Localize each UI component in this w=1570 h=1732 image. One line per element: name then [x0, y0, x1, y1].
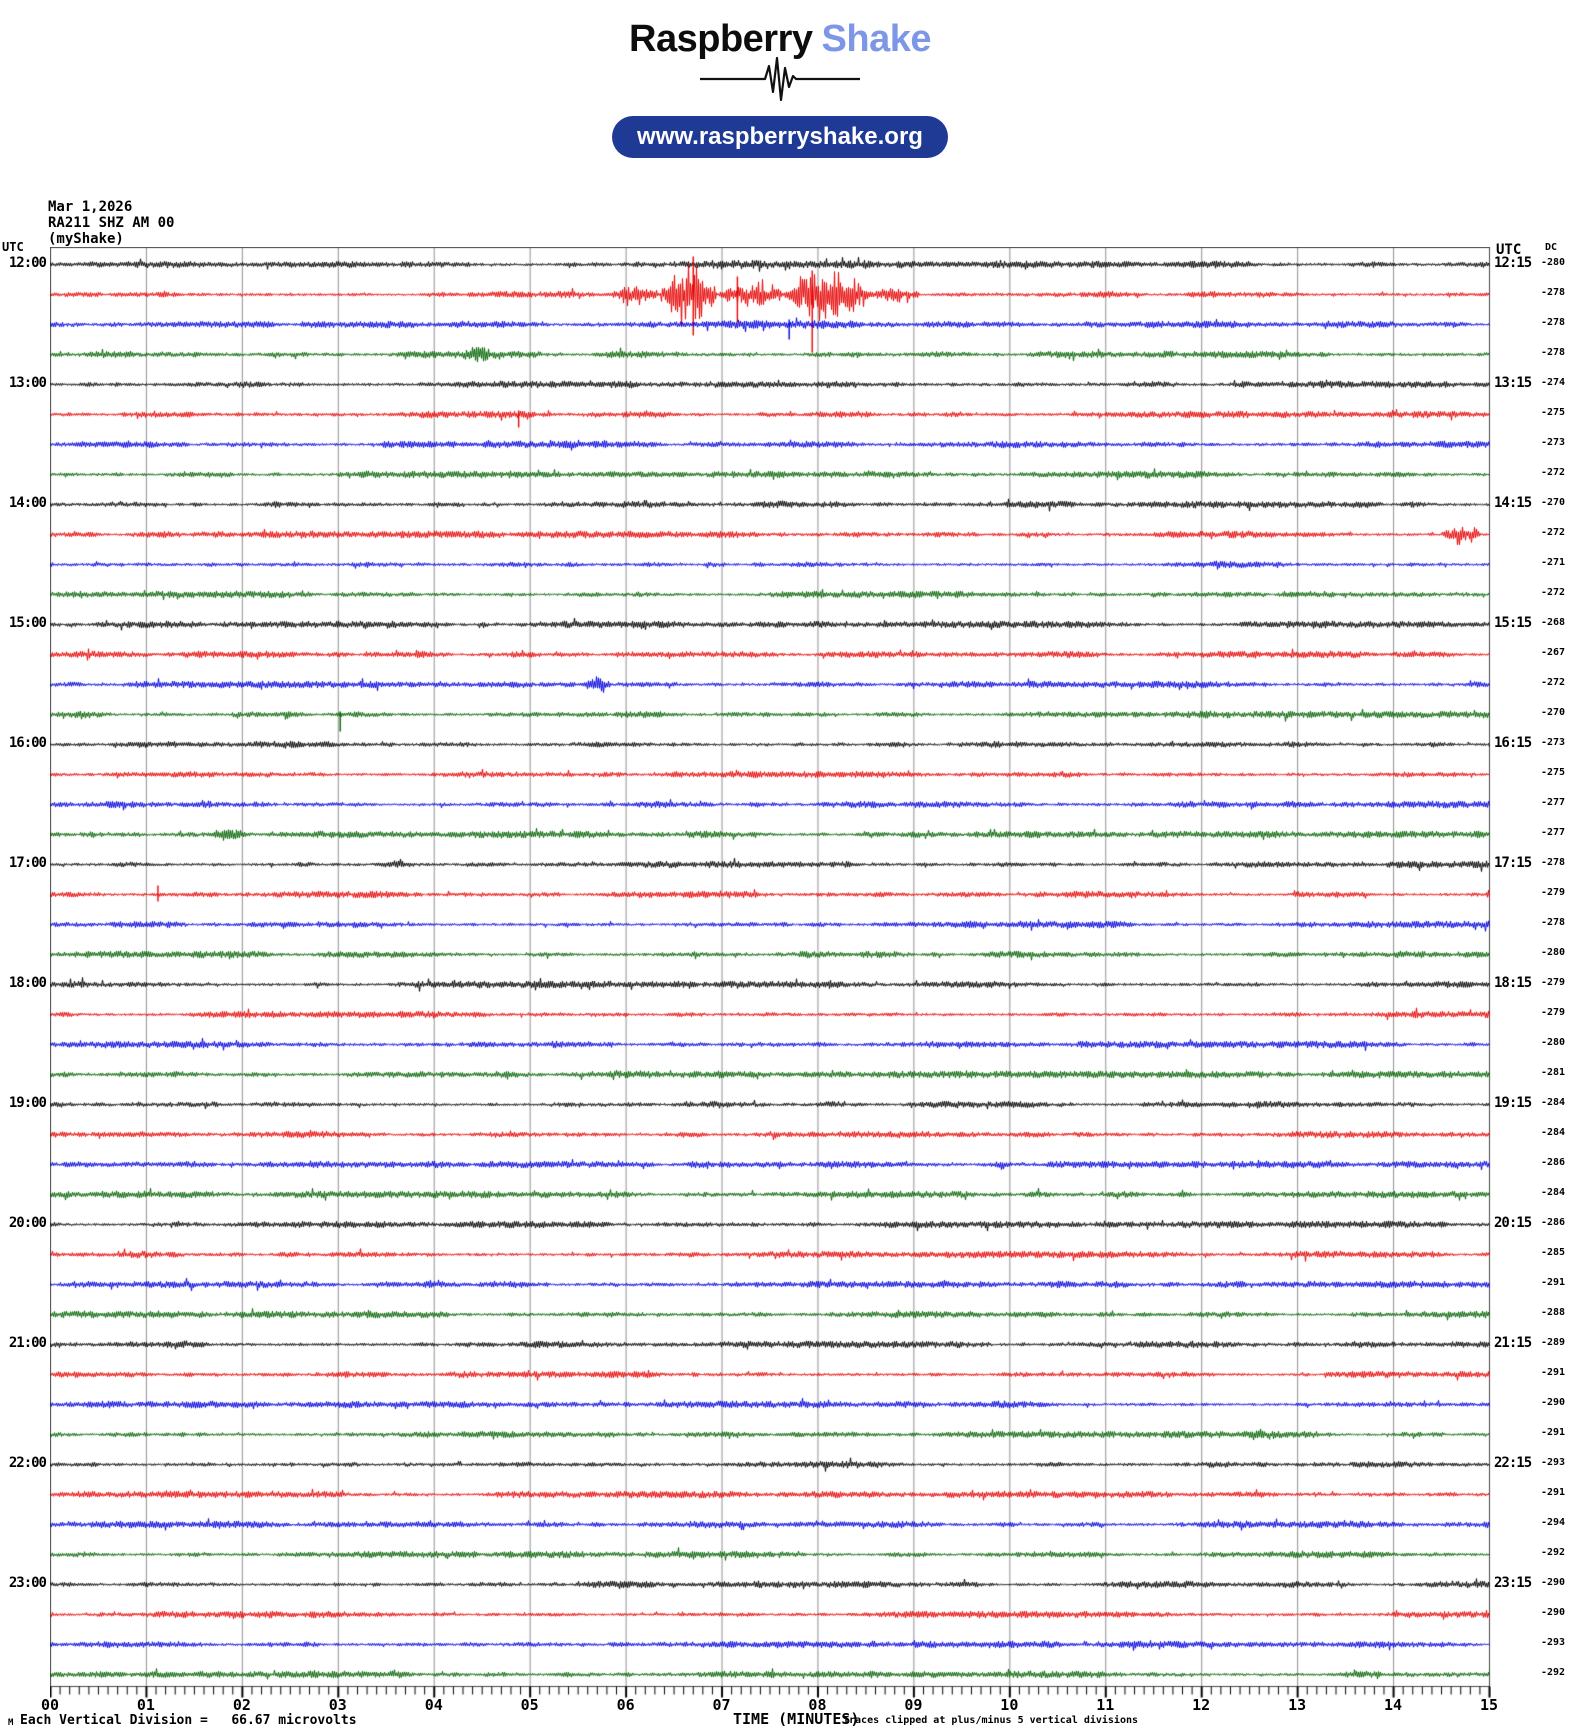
row-dc-value: -270 — [1541, 707, 1566, 718]
row-dc-value: -291 — [1541, 1277, 1566, 1288]
helicorder-plot-canvas — [50, 247, 1491, 1707]
row-dc-value: -289 — [1541, 1337, 1566, 1348]
row-dc-value: -286 — [1541, 1157, 1566, 1168]
row-utc-right-label: 23:15 — [1494, 1575, 1532, 1591]
row-utc-right-label: 16:15 — [1494, 735, 1532, 751]
row-utc-left-label: 19:00 — [8, 1095, 46, 1111]
row-dc-value: -288 — [1541, 1307, 1566, 1318]
row-utc-left-label: 13:00 — [8, 375, 46, 391]
row-dc-value: -278 — [1541, 287, 1566, 298]
row-dc-value: -270 — [1541, 497, 1566, 508]
logo-text-secondary: Shake — [821, 18, 931, 60]
row-dc-value: -291 — [1541, 1487, 1566, 1498]
row-dc-value: -278 — [1541, 347, 1566, 358]
x-axis-tick-label: 15 — [1479, 1696, 1499, 1714]
row-utc-left-label: 12:00 — [8, 255, 46, 271]
row-dc-value: -285 — [1541, 1247, 1566, 1258]
station-id: RA211 SHZ AM 00 — [48, 215, 175, 231]
x-axis-tick-label: 14 — [1384, 1696, 1403, 1714]
row-dc-value: -277 — [1541, 797, 1566, 808]
x-axis-tick-label: 13 — [1288, 1696, 1307, 1714]
x-axis-tick-label: 08 — [808, 1696, 827, 1714]
row-utc-left-label: 18:00 — [8, 975, 46, 991]
row-utc-right-label: 13:15 — [1494, 375, 1532, 391]
x-axis-tick-label: 00 — [40, 1696, 60, 1714]
row-dc-value: -284 — [1541, 1187, 1566, 1198]
x-axis-tick-label: 05 — [520, 1696, 539, 1714]
x-axis-tick-label: 11 — [1096, 1696, 1115, 1714]
x-axis-tick-label: 12 — [1192, 1696, 1211, 1714]
row-dc-value: -272 — [1541, 467, 1566, 478]
utc-header-right: UTC — [1496, 242, 1522, 258]
raspberry-shake-logo — [629, 18, 931, 61]
row-utc-right-label: 12:15 — [1494, 255, 1532, 271]
row-dc-value: -280 — [1541, 1037, 1566, 1048]
row-dc-value: -275 — [1541, 767, 1566, 778]
scale-marker: M — [8, 1718, 14, 1728]
row-dc-value: -286 — [1541, 1217, 1566, 1228]
row-dc-value: -279 — [1541, 887, 1566, 898]
row-utc-left-label: 20:00 — [8, 1215, 46, 1231]
row-dc-value: -279 — [1541, 977, 1566, 988]
x-axis-tick-label: 07 — [712, 1696, 731, 1714]
row-utc-right-label: 17:15 — [1494, 855, 1532, 871]
row-dc-value: -267 — [1541, 647, 1566, 658]
row-dc-value: -279 — [1541, 1007, 1566, 1018]
clip-note: Traces clipped at plus/minus 5 vertical divisions — [843, 1715, 1139, 1726]
row-utc-left-label: 14:00 — [8, 495, 46, 511]
row-dc-value: -280 — [1541, 947, 1566, 958]
station-network: (myShake) — [48, 231, 124, 247]
row-dc-value: -290 — [1541, 1397, 1566, 1408]
row-utc-right-label: 19:15 — [1494, 1095, 1532, 1111]
scale-note: Each Vertical Division = 66.67 microvolts — [20, 1713, 357, 1728]
x-axis-tick-label: 03 — [328, 1696, 347, 1714]
row-utc-right-label: 15:15 — [1494, 615, 1532, 631]
row-utc-left-label: 21:00 — [8, 1335, 46, 1351]
row-utc-left-label: 22:00 — [8, 1455, 46, 1471]
row-dc-value: -278 — [1541, 317, 1566, 328]
row-dc-value: -268 — [1541, 617, 1566, 628]
row-dc-value: -278 — [1541, 857, 1566, 868]
row-dc-value: -293 — [1541, 1637, 1566, 1648]
row-dc-value: -274 — [1541, 377, 1566, 388]
row-dc-value: -290 — [1541, 1607, 1566, 1618]
dc-header: DC — [1545, 242, 1558, 253]
utc-header-left: UTC — [2, 240, 24, 254]
website-url-button[interactable] — [612, 116, 948, 158]
seismogram-squiggle-icon — [700, 56, 860, 102]
row-utc-right-label: 20:15 — [1494, 1215, 1532, 1231]
row-dc-value: -272 — [1541, 677, 1566, 688]
row-dc-value: -292 — [1541, 1667, 1566, 1678]
website-url-label: www.raspberryshake.org — [637, 123, 923, 150]
row-dc-value: -281 — [1541, 1067, 1566, 1078]
x-axis-tick-label: 01 — [136, 1696, 155, 1714]
row-dc-value: -273 — [1541, 437, 1566, 448]
row-dc-value: -275 — [1541, 407, 1566, 418]
row-utc-left-label: 17:00 — [8, 855, 46, 871]
x-axis-tick-label: 09 — [904, 1696, 923, 1714]
row-utc-left-label: 15:00 — [8, 615, 46, 631]
row-utc-left-label: 16:00 — [8, 735, 46, 751]
row-utc-right-label: 22:15 — [1494, 1455, 1532, 1471]
row-dc-value: -284 — [1541, 1097, 1566, 1108]
row-dc-value: -272 — [1541, 587, 1566, 598]
row-utc-right-label: 18:15 — [1494, 975, 1532, 991]
x-axis-title: TIME (MINUTES) — [733, 1710, 860, 1728]
row-dc-value: -291 — [1541, 1367, 1566, 1378]
row-dc-value: -293 — [1541, 1457, 1566, 1468]
row-dc-value: -290 — [1541, 1577, 1566, 1588]
row-utc-right-label: 14:15 — [1494, 495, 1532, 511]
logo-text-primary: Raspberry — [629, 18, 813, 60]
row-dc-value: -284 — [1541, 1127, 1566, 1138]
row-dc-value: -278 — [1541, 917, 1566, 928]
row-dc-value: -277 — [1541, 827, 1566, 838]
row-utc-left-label: 23:00 — [8, 1575, 46, 1591]
row-dc-value: -294 — [1541, 1517, 1566, 1528]
x-axis-tick-label: 06 — [616, 1696, 635, 1714]
row-utc-right-label: 21:15 — [1494, 1335, 1532, 1351]
row-dc-value: -271 — [1541, 557, 1566, 568]
row-dc-value: -272 — [1541, 527, 1566, 538]
row-dc-value: -291 — [1541, 1427, 1566, 1438]
row-dc-value: -273 — [1541, 737, 1566, 748]
x-axis-tick-label: 04 — [424, 1696, 443, 1714]
x-axis-tick-label: 10 — [1000, 1696, 1019, 1714]
station-date: Mar 1,2026 — [48, 199, 133, 215]
x-axis-tick-label: 02 — [232, 1696, 251, 1714]
row-dc-value: -280 — [1541, 257, 1566, 268]
row-dc-value: -292 — [1541, 1547, 1566, 1558]
